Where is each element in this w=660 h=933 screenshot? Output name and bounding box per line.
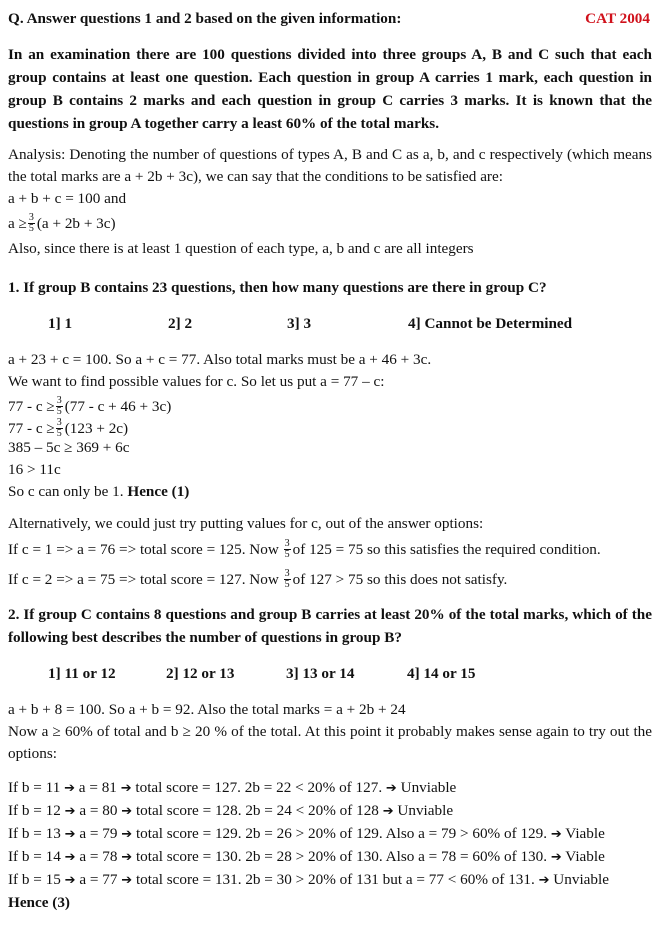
q1-option-4: 4] Cannot be Determined xyxy=(408,315,573,332)
right-arrow-icon: ➔ xyxy=(120,781,132,796)
case-b: If b = 14 xyxy=(8,848,61,865)
right-arrow-icon: ➔ xyxy=(121,873,133,888)
question-1: 1. If group B contains 23 questions, then how many questions are there in group C? xyxy=(8,279,547,296)
fraction-three-fifths: $\frac{3}{5}$ xyxy=(56,417,62,440)
alternative-case: If c = 1 => a = 76 => total score = 125. Now $\frac{3}{5}$ of 125 = 75 so this satisfies the required condition. xyxy=(8,538,601,561)
q1-option-3: 3] 3 xyxy=(287,315,312,332)
question-2: 2. If group C contains 8 questions and group B carries at least 20% of the total marks, which of the following best describes the number of questions in group B? xyxy=(8,606,652,646)
solution-line: a + b + 8 = 100. So a + b = 92. Also the total marks = a + 2b + 24 xyxy=(8,701,406,718)
case-verdict: Unviable xyxy=(400,779,457,796)
case-b: If b = 15 xyxy=(8,871,61,888)
case-detail: total score = 130. 2b = 28 > 20% of 130. Also a = 78 = 60% of 130. xyxy=(135,848,548,865)
solution-line: 385 – 5c ≥ 369 + 6c xyxy=(8,439,130,456)
case-b: If b = 13 xyxy=(8,825,61,842)
case-row xyxy=(8,869,652,892)
fraction-three-fifths: $\frac{3}{5}$ xyxy=(284,568,290,591)
exam-source-label: CAT 2004 xyxy=(585,10,650,27)
q1-option-2: 2] 2 xyxy=(168,315,193,332)
q2-option-3: 3] 13 or 14 xyxy=(286,665,355,682)
case-verdict: Unviable xyxy=(553,871,609,888)
case-b: If b = 12 xyxy=(8,802,61,819)
answer-label: Hence (1) xyxy=(127,483,190,500)
case-verdict: Unviable xyxy=(397,802,454,819)
q1-option-1: 1] 1 xyxy=(48,315,73,332)
analysis-section xyxy=(8,144,652,260)
right-arrow-icon: ➔ xyxy=(550,850,562,865)
solution-line: a + 23 + c = 100. So a + c = 77. Also total marks must be a + 46 + 3c. xyxy=(8,351,432,368)
solution-line: 77 - c ≥ $\frac{3}{5}$ (123 + 2c) xyxy=(8,417,129,440)
answer-label: Hence (3) xyxy=(8,894,70,911)
question-2-solution xyxy=(8,699,652,914)
solution-line: 77 - c ≥ $\frac{3}{5}$ (77 - c + 46 + 3c) xyxy=(8,395,172,418)
question-set-title: Q. Answer questions 1 and 2 based on the given information: xyxy=(8,10,402,27)
case-a: a = 79 xyxy=(79,825,118,842)
equation-inequality: a ≥ $\frac{3}{5}$ (a + 2b + 3c) xyxy=(8,212,116,235)
analysis-text: Analysis: Denoting the number of questions of types A, B and C as a, b, and c respectively (which means the total marks are a + 2b + 3c), we can say that the conditions to be satisfied are: xyxy=(8,146,652,185)
problem-statement: In an examination there are 100 questions divided into three groups A, B and C such that each group contains at least one question. Each question in group A carries 1 mark, each question in group B contains 2 marks and each question in group C carries 3 marks. It is known that the questions in group A together carry a least 60% of the total marks. xyxy=(8,46,652,132)
right-arrow-icon: ➔ xyxy=(64,804,76,819)
page-header xyxy=(8,8,652,30)
case-a: a = 80 xyxy=(79,802,118,819)
equation-sum: a + b + c = 100 and xyxy=(8,190,127,207)
question-2-options xyxy=(8,663,652,685)
question-1-alternative xyxy=(8,513,652,595)
solution-conclusion: So c can only be 1. Hence (1) xyxy=(8,483,190,500)
case-a: a = 81 xyxy=(78,779,117,796)
q2-option-1: 1] 11 or 12 xyxy=(48,665,116,682)
case-detail: total score = 128. 2b = 24 < 20% of 128 xyxy=(135,802,379,819)
alternative-case: If c = 2 => a = 75 => total score = 127. Now $\frac{3}{5}$ of 127 > 75 so this does not satisfy. xyxy=(8,568,508,591)
case-a: a = 77 xyxy=(79,871,118,888)
right-arrow-icon: ➔ xyxy=(550,827,562,842)
fraction-three-fifths: $\frac{3}{5}$ xyxy=(56,395,62,418)
case-b: If b = 11 xyxy=(8,779,61,796)
case-detail: total score = 129. 2b = 26 > 20% of 129. Also a = 79 > 60% of 129. xyxy=(135,825,548,842)
analysis-note: Also, since there is at least 1 question of each type, a, b and c are all integers xyxy=(8,240,474,257)
case-row xyxy=(8,800,652,823)
question-1-options xyxy=(8,313,652,335)
right-arrow-icon: ➔ xyxy=(64,827,76,842)
case-verdict: Viable xyxy=(565,825,605,842)
case-row xyxy=(8,777,652,800)
fraction-three-fifths: $\frac{3}{5}$ xyxy=(28,212,34,235)
case-list xyxy=(8,777,652,892)
fraction-three-fifths: $\frac{3}{5}$ xyxy=(284,538,290,561)
q2-option-4: 4] 14 or 15 xyxy=(407,665,476,682)
right-arrow-icon: ➔ xyxy=(385,781,397,796)
solution-line: We want to find possible values for c. So let us put a = 77 – c: xyxy=(8,373,385,390)
case-row xyxy=(8,846,652,869)
right-arrow-icon: ➔ xyxy=(121,850,133,865)
case-detail: total score = 127. 2b = 22 < 20% of 127. xyxy=(135,779,383,796)
right-arrow-icon: ➔ xyxy=(382,804,394,819)
solution-line: 16 > 11c xyxy=(8,461,61,478)
right-arrow-icon: ➔ xyxy=(64,850,76,865)
q2-option-2: 2] 12 or 13 xyxy=(166,665,235,682)
right-arrow-icon: ➔ xyxy=(64,873,76,888)
right-arrow-icon: ➔ xyxy=(64,781,75,796)
solution-line: Now a ≥ 60% of total and b ≥ 20 % of the total. At this point it probably makes sense again to try out the options: xyxy=(8,723,652,762)
case-verdict: Viable xyxy=(565,848,605,865)
right-arrow-icon: ➔ xyxy=(121,827,133,842)
case-row xyxy=(8,823,652,846)
case-detail: total score = 131. 2b = 30 > 20% of 131 but a = 77 < 60% of 131. xyxy=(135,871,535,888)
right-arrow-icon: ➔ xyxy=(121,804,133,819)
right-arrow-icon: ➔ xyxy=(538,873,550,888)
alternative-intro: Alternatively, we could just try putting values for c, out of the answer options: xyxy=(8,515,484,532)
case-a: a = 78 xyxy=(79,848,118,865)
question-1-solution xyxy=(8,349,652,503)
